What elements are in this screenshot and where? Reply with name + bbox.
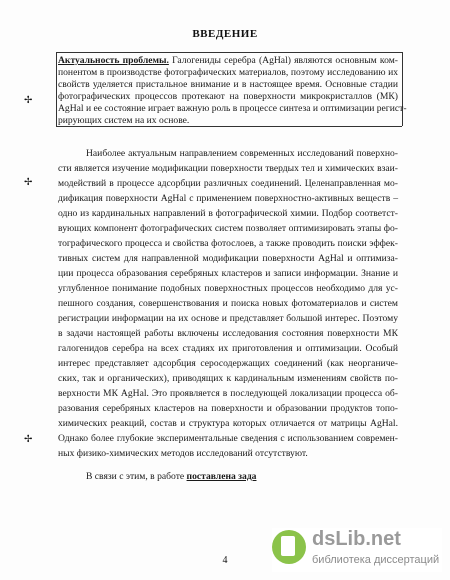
line-rest: В связи с этим, в работе (86, 471, 187, 482)
text-line: сти является изучение модификации поверхности твердых тел и химических взаи- (58, 163, 398, 174)
text-line (58, 55, 398, 67)
text-line: одно из кардинальных направлений в фотографической химии. Подбор соответст- (58, 208, 398, 219)
watermark-tagline: библиотека диссертаций (312, 554, 440, 566)
text-line: в задачи настоящей работы включены исследования состояния поверхности МК (58, 328, 398, 339)
watermark-site: dsLib.net (312, 528, 401, 550)
text-line: химических реакций, состав и структура которых отличается от матрицы AgHal. (58, 418, 398, 429)
text-line: ских, так и органических), приводящих к кардинальным изменениям свойств по- (58, 373, 398, 384)
section-lead: Актуальность проблемы. (58, 55, 169, 66)
box-right-border (402, 52, 403, 126)
text-line: Наиболее актуальным направлением современных исследований поверхно- (86, 148, 398, 159)
text-line: AgHal и ее состояние играет важную роль в процессе синтеза и оптимизации регист- (58, 103, 407, 114)
page-title: ВВЕДЕНИЕ (192, 28, 258, 40)
emphasis-text: поставлена зада (186, 471, 257, 482)
text-line (86, 471, 426, 483)
margin-mark-icon: ✢ (24, 95, 33, 106)
text-line: тивных систем для направленной модификации поверхности AgHal и оптимиза- (58, 253, 398, 264)
text-line: галогенидов серебра на всех стадиях их приготовления и оптимизации. Особый (58, 343, 398, 354)
text-line: свойств уделяется пристальное внимание и в настоящее время. Основные стадии (58, 79, 398, 90)
watermark (272, 528, 442, 572)
margin-mark-icon: ✢ (24, 434, 33, 445)
text-line: тографического процесса и свойства фотослоев, а также проводить поиски эффек- (58, 238, 398, 249)
line-rest: Галогениды серебра (AgHal) являются основным ком- (168, 55, 398, 66)
text-line: верхности МК AgHal. Это проявляется в последующей локализации процесса об- (58, 388, 398, 399)
text-line: интерес представляет адсорбция серосодержащих соединений (как неорганиче- (58, 358, 398, 369)
page-number: 4 (222, 555, 228, 566)
text-line: рирующих систем на их основе. (58, 115, 190, 126)
dslib-logo-icon (272, 530, 306, 564)
box-top-border (56, 52, 402, 53)
margin-mark-icon: ✢ (24, 177, 33, 188)
text-line: модействий в процессе адсорбции различных соединений. Целенаправленная мо- (58, 178, 398, 189)
text-line: Однако более глубокие экспериментальные сведения с использованием современ- (58, 433, 398, 444)
text-line: фотографических процессов протекают на поверхности микрокристаллов (МК) (58, 91, 398, 102)
text-line: углубленное понимание подобных поверхностных процессов необходимо для ус- (58, 283, 398, 294)
text-line: разования серебряных кластеров на поверхности и образовании продуктов топо- (58, 403, 398, 414)
box-left-border (56, 52, 57, 126)
text-line: пешного создания, совершенствования и поиска новых фотоматериалов и систем (58, 298, 398, 309)
text-line: вующих компонент фотографических систем позволяет оптимизировать этапы фо- (58, 223, 398, 234)
text-line: ции процесса образования серебряных кластеров и записи информации. Знание и (58, 268, 398, 279)
text-line: дификация поверхности AgHal с применением поверхностно-активных веществ – (58, 193, 398, 204)
text-line: ных физико-химических методов исследований отсутствуют. (58, 448, 308, 459)
text-line: регистрации информации на их основе и представляет большой интерес. Поэтому (58, 313, 398, 324)
text-line: понентом в производстве фотографических материалов, поэтому исследованию их (58, 67, 398, 78)
